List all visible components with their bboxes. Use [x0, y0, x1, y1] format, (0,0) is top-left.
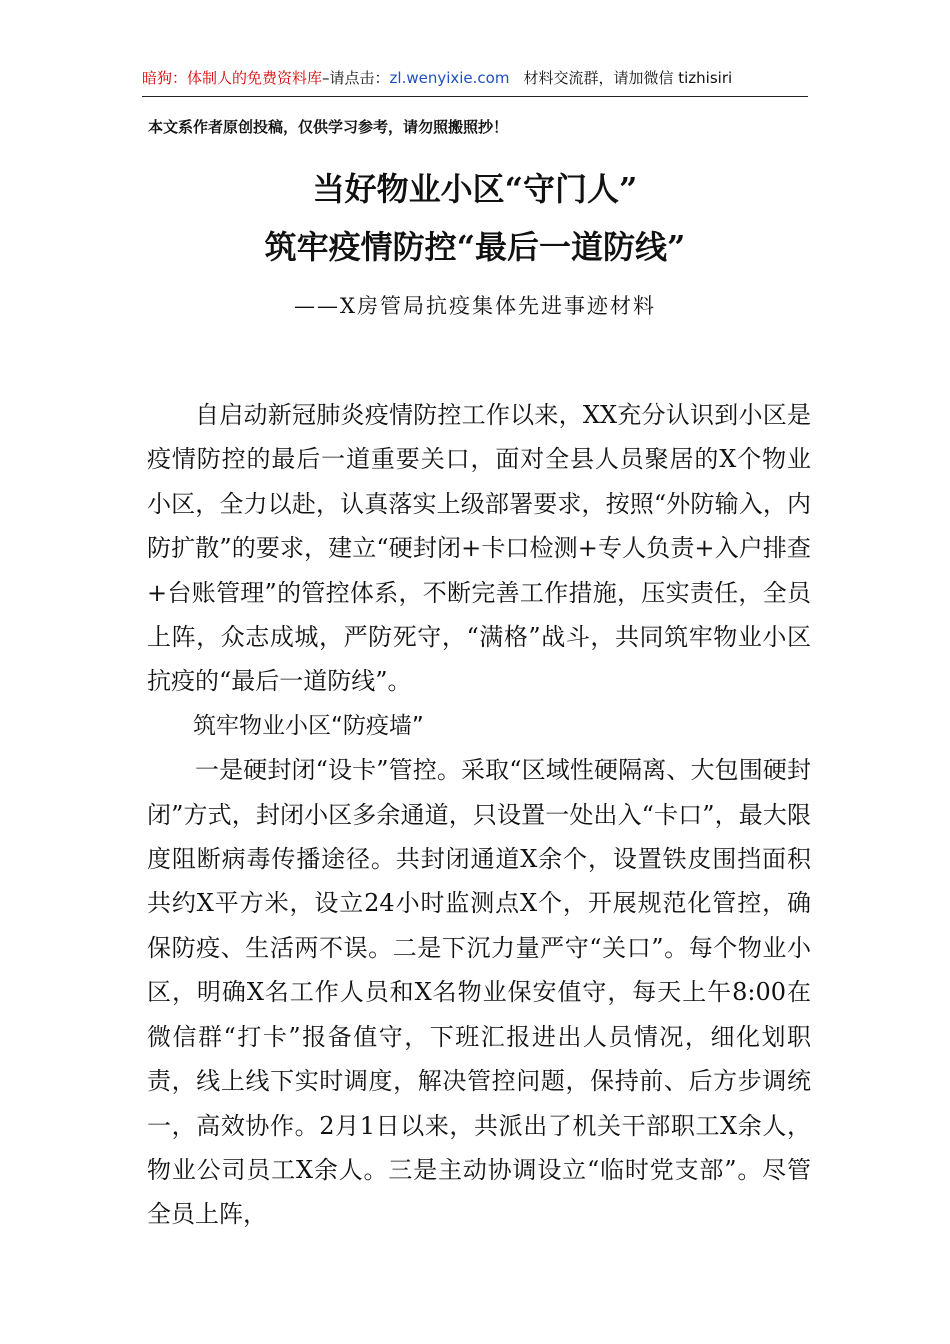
header-link[interactable]: zl.wenyixie.com [389, 69, 510, 87]
body-paragraph: 一是硬封闭“设卡”管控。采取“区域性硬隔离、大包围硬封闭”方式，封闭小区多余通道，只设置一处出入“卡口”，最大限度阻断病毒传播途径。共封闭通道X余个，设置铁皮围挡面积共约X平方米，设立24小时监测点X个，开展规范化管控，确保防疫、生活两不误。二是下沉力量严守“关口”。每个物业小区，明确X名工作人员和X名物业保安值守，每天上午8:00在微信群“打卡”报备值守，下班汇报进出人员情况，细化划职责，线上线下实时调度，解决管控问题，保持前、后方步调统一，高效协作。2月1日以来，共派出了机关干部职工X余人，物业公司员工X余人。三是主动协调设立“临时党支部”。尽管全员上阵， [147, 756, 811, 1229]
intro-paragraph: 自启动新冠肺炎疫情防控工作以来，XX充分认识到小区是疫情防控的最后一道重要关口，面对全县人员聚居的X个物业小区，全力以赴，认真落实上级部署要求，按照“外防输入，内防扩散”的要求，建立“硬封闭+卡口检测+专人负责+入户排查+台账管理”的管控体系，不断完善工作措施，压实责任，全员上阵，众志成城，严防死守，“满格”战斗，共同筑牢物业小区抗疫的“最后一道防线”。 [147, 401, 811, 696]
document-body [147, 393, 811, 1237]
copyright-notice: 本文系作者原创投稿，仅供学习参考，请勿照搬照抄！ [148, 118, 509, 136]
document-title-line-1: 当好物业小区“守门人” [312, 170, 638, 208]
document-subtitle: ——X房管局抗疫集体先进事迹材料 [294, 294, 656, 318]
document-title-line-2: 筑牢疫情防控“最后一道防线” [264, 228, 686, 266]
header-site-name: 暗狗：体制人的免费资料库 [142, 69, 323, 87]
header-bar [142, 66, 808, 97]
header-click-prompt: –请点击： [322, 69, 390, 87]
section-heading: 筑牢物业小区“防疫墙” [193, 712, 424, 739]
header-group-note: 材料交流群，请加微信 tizhisiri [523, 69, 733, 87]
